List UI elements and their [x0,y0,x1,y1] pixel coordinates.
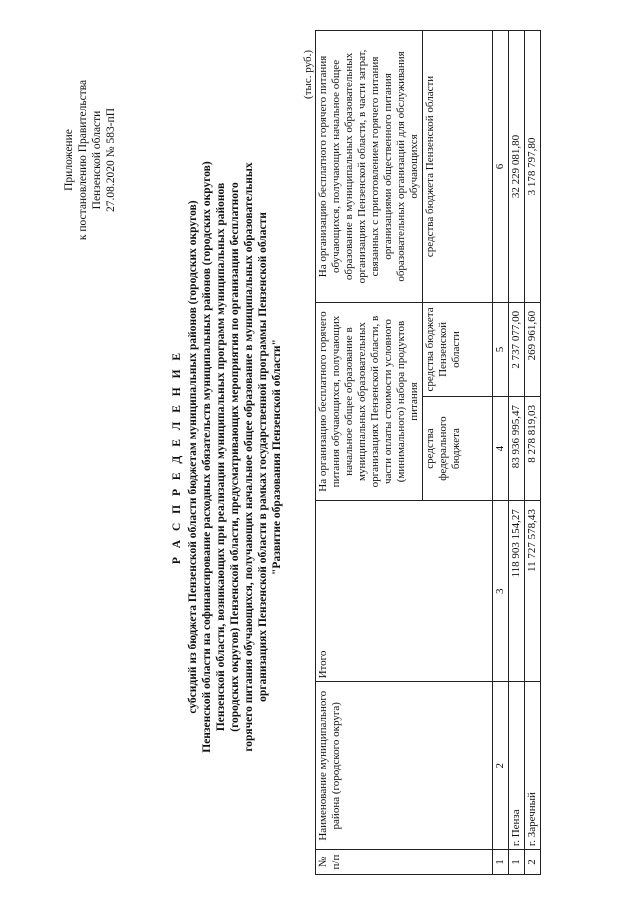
row-name: г. Пенза [509,682,525,850]
document-title [170,127,284,787]
row-total: 118 903 154,27 [509,501,525,682]
col-number: 6 [493,31,509,303]
subtitle-line-5: горячего питания обучающихся, получающих начальное общее образование в муниципальных образовательных [243,162,255,752]
row-regional: 2 737 077,00 [509,302,525,396]
appendix-block [62,65,118,255]
header-regional: средства бюджета Пензенской области [423,302,493,396]
subtitle-line-4: (городских округов) Пензенской области, предусматривающих мероприятия по организации бесплатного [229,182,241,732]
table-row [525,31,541,875]
col-number: 3 [493,501,509,682]
row-name: г. Заречный [525,682,541,850]
row-regional-2: 3 178 797,80 [525,31,541,303]
row-regional: 269 961,60 [525,302,541,396]
units-label: (тыс. руб.) [302,50,314,99]
appendix-line-2: к постановлению Правительства [77,79,89,241]
table-row [509,31,525,875]
col-number: 2 [493,682,509,850]
appendix-line-4: 27.08.2020 № 583-пП [105,108,117,213]
subtitle-line-6: организациях Пензенской области в рамках государственной программы Пензенской области [257,212,269,702]
header-federal: средства федерального бюджета [423,396,493,500]
header-total: Итого [316,501,493,682]
subtitle-line-3: Пензенской области, возникающих при реализации муниципальных программ муниципальных районов [215,182,227,732]
col-number: 4 [493,396,509,500]
subtitle-line-7: "Развитие образования Пензенской области" [271,339,283,575]
distribution-table [315,30,541,875]
header-name: Наименование муниципального района (городского округа) [316,682,493,850]
appendix-line-1: Приложение [63,129,75,191]
header-regional-2: средства бюджета Пензенской области [423,31,493,303]
subtitle-line-1: субсидий из бюджета Пензенской области бюджетам муниципальных районов (городских округов) [187,200,199,714]
col-number: 1 [493,850,509,875]
row-num: 2 [525,850,541,875]
row-federal: 8 278 819,03 [525,396,541,500]
row-num: 1 [509,850,525,875]
appendix-line-3: Пензенской области [91,110,103,210]
column-number-row [493,31,509,875]
row-federal: 83 936 995,47 [509,396,525,500]
header-group-cooking: На организацию бесплатного горячего питания обучающихся, получающих начальное общее образование в муниципальных образовательных организациях Пензенской области, в части затрат, связанных с приготовлением горячего питания организациями общественного питания образовательных организаций для обслуживания обучающихся [316,31,423,303]
document-heading: Р А С П Р Е Д Е Л Е Н И Е [171,349,183,565]
row-regional-2: 32 229 081,80 [509,31,525,303]
subtitle-line-2: Пензенской области на софинансирование расходных обязательств муниципальных районов (городских округов) [201,161,213,753]
row-total: 11 727 578,43 [525,501,541,682]
col-number: 5 [493,302,509,396]
header-group-food-set: На организацию бесплатного горячего питания обучающихся, получающих начальное общее образование в муниципальных образовательных организациях Пензенской области, в части оплаты стоимости условного (минимального) набора продуктов питания [316,302,423,500]
header-num: № п/п [316,850,493,875]
header-row [316,31,423,875]
